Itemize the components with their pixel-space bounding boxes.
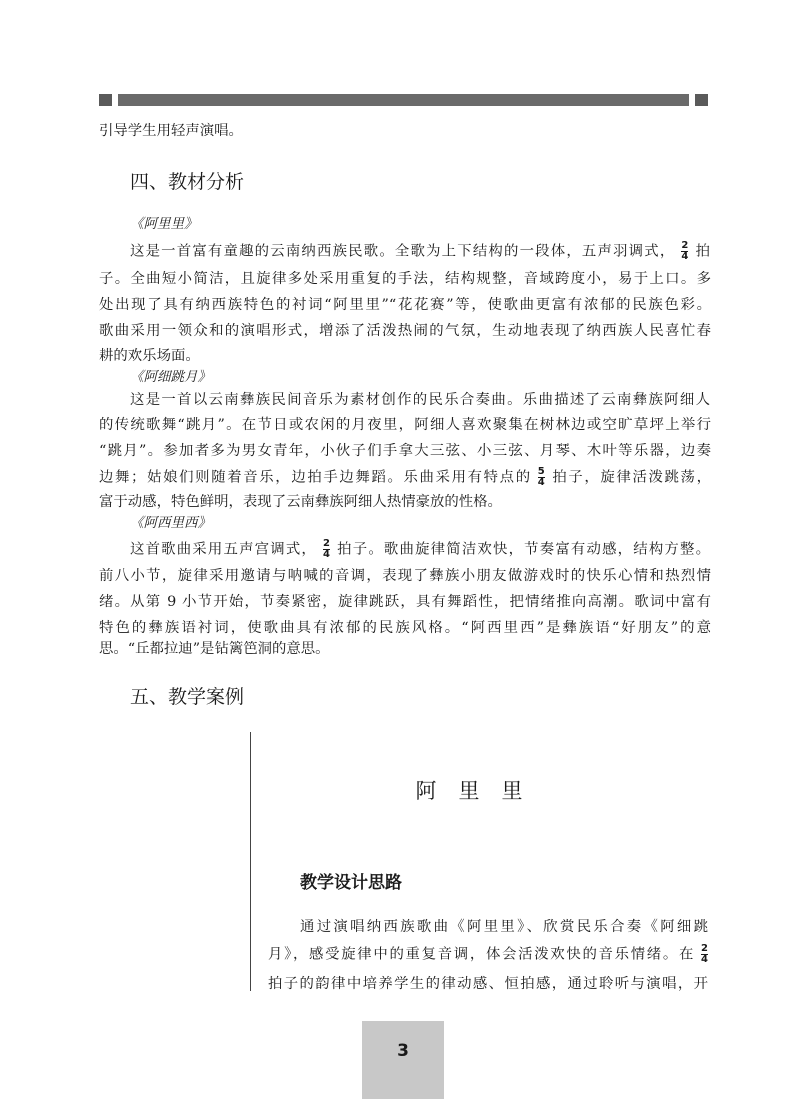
piece-title-alili: 《阿里里》 bbox=[130, 216, 198, 232]
paragraph-line: 子。全曲短小简洁，且旋律多处采用重复的手法，结构规整，音域跨度小，易于上口。多 bbox=[99, 271, 711, 287]
case-title: 阿里里 bbox=[415, 779, 545, 803]
paragraph-line: 特色的彝族语衬词，使歌曲具有浓郁的民族风格。“阿西里西”是彝族语“好朋友”的意 bbox=[99, 620, 711, 636]
page-number: 3 bbox=[397, 1041, 409, 1061]
paragraph-line: 的传统歌舞“跳月”。在节日或农闲的月夜里，阿细人喜欢聚集在树林边或空旷草坪上举行 bbox=[99, 417, 711, 433]
paragraph-line: 思。“丘都拉迪”是钻篱笆洞的意思。 bbox=[99, 641, 330, 657]
paragraph-line: 边舞；姑娘们则随着音乐，边拍手边舞蹈。乐曲采用有特点的 $\frac{5}{4}$ 拍子，旋律活泼跳荡， bbox=[99, 466, 711, 488]
meter-5-4: $\frac{5}{4}$ bbox=[537, 466, 545, 488]
header-rule bbox=[118, 94, 689, 106]
paragraph-line: 这是一首富有童趣的云南纳西族民歌。全歌为上下结构的一段体，五声羽调式， $\frac{2}{4}$ 拍 bbox=[130, 240, 710, 262]
vertical-rule bbox=[250, 732, 251, 991]
section5-heading: 五、教学案例 bbox=[130, 686, 245, 708]
paragraph-line: 拍子的韵律中培养学生的律动感、恒拍感，通过聆听与演唱，开 bbox=[268, 976, 708, 992]
meter-2-4: $\frac{2}{4}$ bbox=[701, 943, 708, 965]
header-bar bbox=[99, 94, 708, 106]
paragraph-line: 月》，感受旋律中的重复音调，体会活泼欢快的音乐情绪。在 $\frac{2}{4}$ bbox=[268, 943, 708, 965]
paragraph-line: 这首歌曲采用五声宫调式， $\frac{2}{4}$ 拍子。歌曲旋律简洁欢快，节奏富有动感，结构方整。 bbox=[130, 538, 710, 560]
page-number-box bbox=[362, 1021, 444, 1099]
paragraph-line: 前八小节，旋律采用邀请与呐喊的音调，表现了彝族小朋友做游戏时的快乐心情和热烈情 bbox=[99, 568, 711, 584]
design-heading: 教学设计思路 bbox=[300, 873, 402, 893]
paragraph-line: 富于动感，特色鲜明，表现了云南彝族阿细人热情豪放的性格。 bbox=[99, 494, 502, 510]
meter-2-4: $\frac{2}{4}$ bbox=[323, 538, 330, 560]
paragraph-line: “跳月”。参加者多为男女青年，小伙子们手拿大三弦、小三弦、月琴、木叶等乐器，边奏 bbox=[99, 443, 711, 459]
paragraph-line: 这是一首以云南彝族民间音乐为素材创作的民乐合奏曲。乐曲描述了云南彝族阿细人 bbox=[130, 392, 710, 408]
paragraph-line: 歌曲采用一领众和的演唱形式，增添了活泼热闹的气氛，生动地表现了纳西族人民喜忙春 bbox=[99, 323, 711, 339]
meter-2-4: $\frac{2}{4}$ bbox=[681, 240, 689, 262]
header-square-right bbox=[695, 94, 708, 106]
intro-line: 引导学生用轻声演唱。 bbox=[99, 123, 243, 139]
paragraph-line: 处出现了具有纳西族特色的衬词“阿里里”“花花赛”等，使歌曲更富有浓郁的民族色彩。 bbox=[99, 297, 711, 313]
paragraph-line: 通过演唱纳西族歌曲《阿里里》、欣赏民乐合奏《阿细跳 bbox=[300, 919, 708, 935]
section4-heading: 四、教材分析 bbox=[130, 171, 245, 193]
paragraph-line: 耕的欢乐场面。 bbox=[99, 348, 200, 364]
piece-title-axilixi: 《阿西里西》 bbox=[130, 515, 211, 531]
header-square-left bbox=[99, 94, 112, 106]
paragraph-line: 绪。从第 9 小节开始，节奏紧密，旋律跳跃，具有舞蹈性，把情绪推向高潮。歌词中富有 bbox=[99, 594, 711, 610]
piece-title-axitiaoyue: 《阿细跳月》 bbox=[130, 369, 211, 385]
